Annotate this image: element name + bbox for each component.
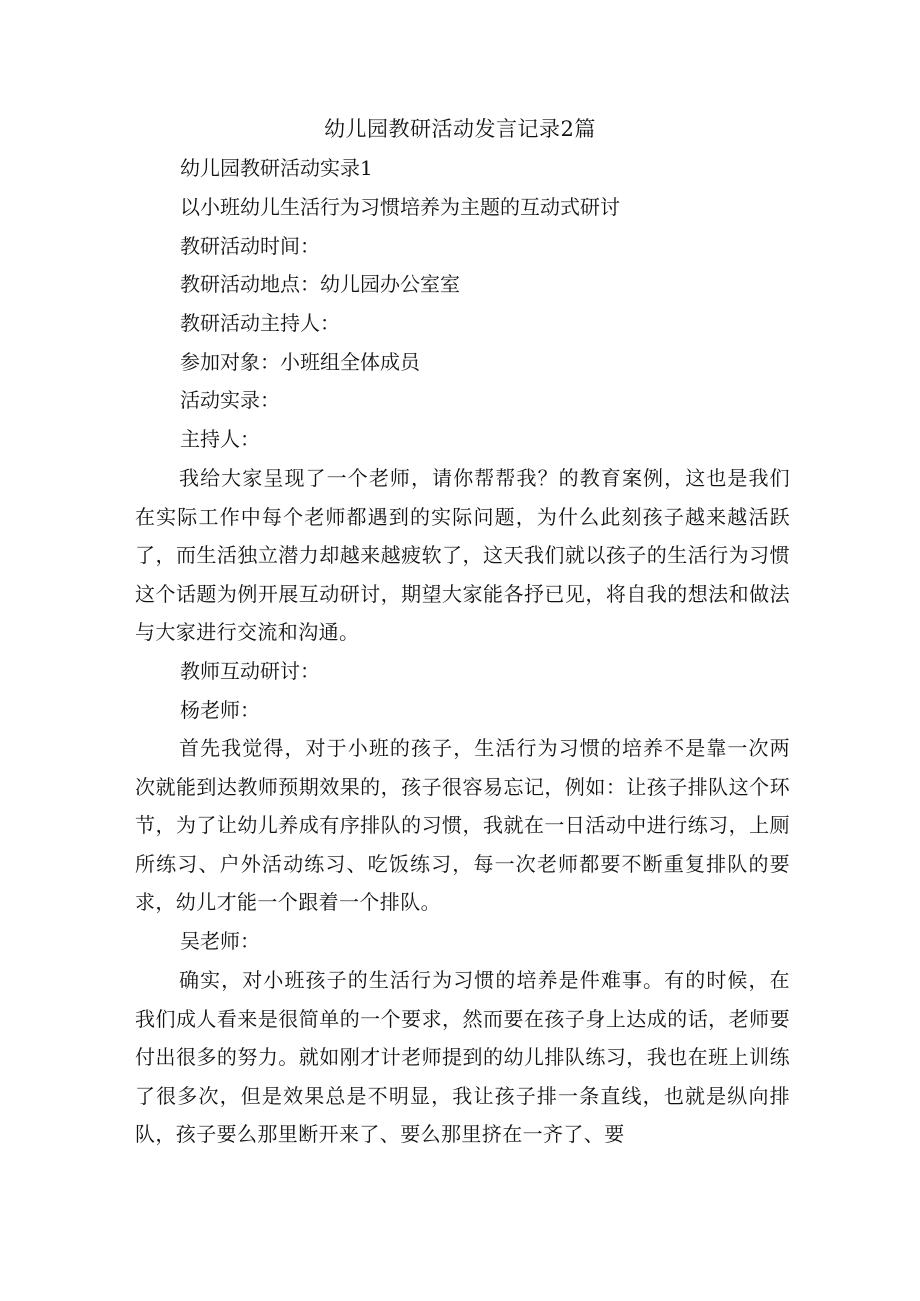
- moderator-paragraph: 我给大家呈现了一个老师，请你帮帮我？的教育案例，这也是我们在实际工作中每个老师都遇到的实际问题，为什么此刻孩子越来越活跃了，而生活独立潜力却越来越疲软了，这天我们就以孩子的生活行为习惯这个话题为例开展互动研讨，期望大家能各抒已见，将自我的想法和做法与大家进行交流和沟通。: [135, 466, 790, 645]
- discussion-label: 教师互动研讨：: [180, 659, 320, 683]
- moderator-label: 主持人：: [180, 427, 260, 451]
- location-line: 教研活动地点：幼儿园办公室室: [180, 272, 460, 296]
- record-label: 活动实录：: [180, 388, 280, 412]
- participants-line: 参加对象：小班组全体成员: [180, 350, 420, 374]
- speaker-wu-paragraph: 确实，对小班孩子的生活行为习惯的培养是件难事。有的时候，在我们成人看来是很简单的一个要求，然而要在孩子身上达成的话，老师要付出很多的努力。就如刚才计老师提到的幼儿排队练习，我也在班上训练了很多次，但是效果总是不明显，我让孩子排一条直线，也就是纵向排队，孩子要么那里断开来了、要么那里挤在一齐了、要: [135, 968, 790, 1147]
- host-line: 教研活动主持人：: [180, 311, 340, 335]
- time-line: 教研活动时间：: [180, 234, 320, 258]
- topic-line: 以小班幼儿生活行为习惯培养为主题的互动式研讨: [180, 195, 620, 219]
- speaker-yang-label: 杨老师：: [180, 698, 260, 722]
- document-title: 幼儿园教研活动发言记录2篇: [324, 117, 596, 141]
- speaker-wu-label: 吴老师：: [180, 929, 260, 953]
- speaker-yang-paragraph: 首先我觉得，对于小班的孩子，生活行为习惯的培养不是靠一次两次就能到达教师预期效果的，孩子很容易忘记，例如：让孩子排队这个环节，为了让幼儿养成有序排队的习惯，我就在一日活动中进行练习，上厕所练习、户外活动练习、吃饭练习，每一次老师都要不断重复排队的要求，幼儿才能一个跟着一个排队。: [135, 736, 790, 915]
- section-subtitle: 幼儿园教研活动实录1: [180, 156, 373, 180]
